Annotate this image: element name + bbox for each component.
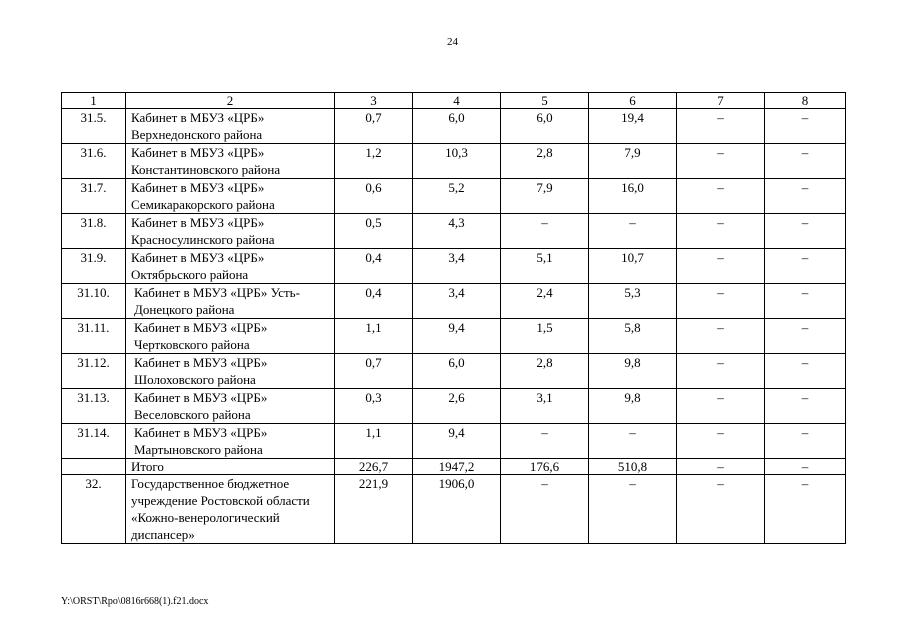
table-cell-col7: –	[677, 354, 765, 389]
table-cell-col6: 9,8	[589, 389, 677, 424]
table-cell-col5: –	[501, 214, 589, 249]
table-cell-col8: –	[765, 459, 846, 475]
table-cell-col6: 10,7	[589, 249, 677, 284]
table-cell-col4: 9,4	[413, 424, 501, 459]
table-cell-col4: 1906,0	[413, 475, 501, 544]
table-cell-col1: 31.12.	[62, 354, 126, 389]
table-cell-col3: 0,7	[335, 354, 413, 389]
table-cell-col4: 10,3	[413, 144, 501, 179]
table-cell-col2: Кабинет в МБУЗ «ЦРБ» Веселовского района	[126, 389, 335, 424]
table-cell-col4: 3,4	[413, 249, 501, 284]
table-cell-col5: 3,1	[501, 389, 589, 424]
table-cell-col6: 7,9	[589, 144, 677, 179]
table-cell-col6: 19,4	[589, 109, 677, 144]
table-cell-col6: –	[589, 424, 677, 459]
table-cell-col2: Кабинет в МБУЗ «ЦРБ» Усть-Донецкого района	[126, 284, 335, 319]
table-cell-col1: 31.7.	[62, 179, 126, 214]
table-cell-col7: –	[677, 144, 765, 179]
table-cell-col7: –	[677, 459, 765, 475]
table-cell-col1	[62, 459, 126, 475]
table-row	[62, 214, 846, 249]
table-cell-col3: 0,4	[335, 284, 413, 319]
table-cell-col7: –	[677, 284, 765, 319]
table-cell-col3: 0,6	[335, 179, 413, 214]
table-cell-col7: –	[677, 109, 765, 144]
table-cell-col4: 6,0	[413, 109, 501, 144]
table-cell-col1: 31.10.	[62, 284, 126, 319]
table-cell-col2: Кабинет в МБУЗ «ЦРБ» Октябрьского района	[126, 249, 335, 284]
table-cell-col1: 32.	[62, 475, 126, 544]
table-row	[62, 284, 846, 319]
table-cell-col5: 1,5	[501, 319, 589, 354]
table-cell-col8: 8	[765, 93, 846, 109]
data-table	[61, 92, 846, 544]
table-cell-col7: –	[677, 389, 765, 424]
table-cell-col1: 31.14.	[62, 424, 126, 459]
table-cell-col8: –	[765, 249, 846, 284]
table-cell-col2: Кабинет в МБУЗ «ЦРБ» Константиновского района	[126, 144, 335, 179]
table-cell-col3: 0,5	[335, 214, 413, 249]
table-cell-col6: 9,8	[589, 354, 677, 389]
table-cell-col6: –	[589, 214, 677, 249]
table-cell-col3: 3	[335, 93, 413, 109]
table-cell-col5: 7,9	[501, 179, 589, 214]
table-cell-col8: –	[765, 144, 846, 179]
table-cell-col7: –	[677, 319, 765, 354]
table-cell-col2: Кабинет в МБУЗ «ЦРБ» Шолоховского района	[126, 354, 335, 389]
table-row	[62, 424, 846, 459]
table-cell-col2: Государственное бюджетное учреждение Ростовской области «Кожно-венерологический диспансер»	[126, 475, 335, 544]
table-cell-col3: 0,4	[335, 249, 413, 284]
table-cell-col6: 5,8	[589, 319, 677, 354]
table-cell-col4: 4,3	[413, 214, 501, 249]
table-cell-col1: 31.9.	[62, 249, 126, 284]
table-row	[62, 249, 846, 284]
table-cell-col4: 3,4	[413, 284, 501, 319]
table-cell-col6: 6	[589, 93, 677, 109]
table-total-row	[62, 459, 846, 475]
table-cell-col8: –	[765, 475, 846, 544]
table-row	[62, 389, 846, 424]
table-cell-col2: 2	[126, 93, 335, 109]
table-cell-col7: –	[677, 179, 765, 214]
table-cell-col2: Кабинет в МБУЗ «ЦРБ» Семикаракорского района	[126, 179, 335, 214]
table-row	[62, 179, 846, 214]
table-cell-col5: 5,1	[501, 249, 589, 284]
table-cell-col3: 226,7	[335, 459, 413, 475]
table-cell-col2: Итого	[126, 459, 335, 475]
table-cell-col7: 7	[677, 93, 765, 109]
table-row	[62, 109, 846, 144]
table-cell-col1: 1	[62, 93, 126, 109]
table-cell-col7: –	[677, 424, 765, 459]
table-cell-col2: Кабинет в МБУЗ «ЦРБ» Красносулинского района	[126, 214, 335, 249]
table-cell-col1: 31.13.	[62, 389, 126, 424]
table-cell-col6: –	[589, 475, 677, 544]
table-cell-col8: –	[765, 214, 846, 249]
table-cell-col5: 2,4	[501, 284, 589, 319]
table-cell-col5: 2,8	[501, 144, 589, 179]
table-cell-col7: –	[677, 475, 765, 544]
table-cell-col2: Кабинет в МБУЗ «ЦРБ» Мартыновского района	[126, 424, 335, 459]
table-row	[62, 144, 846, 179]
table-cell-col5: 5	[501, 93, 589, 109]
table-cell-col3: 0,7	[335, 109, 413, 144]
table-cell-col3: 1,2	[335, 144, 413, 179]
table-cell-col3: 221,9	[335, 475, 413, 544]
table-cell-col4: 1947,2	[413, 459, 501, 475]
table-cell-col8: –	[765, 424, 846, 459]
table-row	[62, 475, 846, 544]
table-cell-col4: 6,0	[413, 354, 501, 389]
table-cell-col5: 2,8	[501, 354, 589, 389]
table-cell-col2: Кабинет в МБУЗ «ЦРБ» Верхнедонского района	[126, 109, 335, 144]
table-cell-col8: –	[765, 389, 846, 424]
table-cell-col8: –	[765, 284, 846, 319]
table-cell-col4: 5,2	[413, 179, 501, 214]
table-cell-col3: 1,1	[335, 319, 413, 354]
table-cell-col5: 176,6	[501, 459, 589, 475]
table-cell-col8: –	[765, 319, 846, 354]
table-cell-col4: 4	[413, 93, 501, 109]
table-cell-col5: 6,0	[501, 109, 589, 144]
table-cell-col1: 31.11.	[62, 319, 126, 354]
table-cell-col1: 31.8.	[62, 214, 126, 249]
table-cell-col3: 0,3	[335, 389, 413, 424]
table-cell-col4: 2,6	[413, 389, 501, 424]
table-cell-col8: –	[765, 179, 846, 214]
table-header-row	[62, 93, 846, 109]
table-cell-col7: –	[677, 249, 765, 284]
table-row	[62, 354, 846, 389]
table-cell-col8: –	[765, 354, 846, 389]
table-cell-col8: –	[765, 109, 846, 144]
table-cell-col6: 5,3	[589, 284, 677, 319]
table-cell-col1: 31.6.	[62, 144, 126, 179]
footer-file-path: Y:\ORST\Rpo\0816r668(1).f21.docx	[61, 596, 209, 607]
page-number: 24	[447, 36, 458, 48]
table-cell-col2: Кабинет в МБУЗ «ЦРБ» Чертковского района	[126, 319, 335, 354]
table-cell-col3: 1,1	[335, 424, 413, 459]
table-cell-col6: 16,0	[589, 179, 677, 214]
table-cell-col4: 9,4	[413, 319, 501, 354]
table-cell-col5: –	[501, 424, 589, 459]
table-cell-col7: –	[677, 214, 765, 249]
table-row	[62, 319, 846, 354]
table-cell-col6: 510,8	[589, 459, 677, 475]
table-cell-col5: –	[501, 475, 589, 544]
table-cell-col1: 31.5.	[62, 109, 126, 144]
